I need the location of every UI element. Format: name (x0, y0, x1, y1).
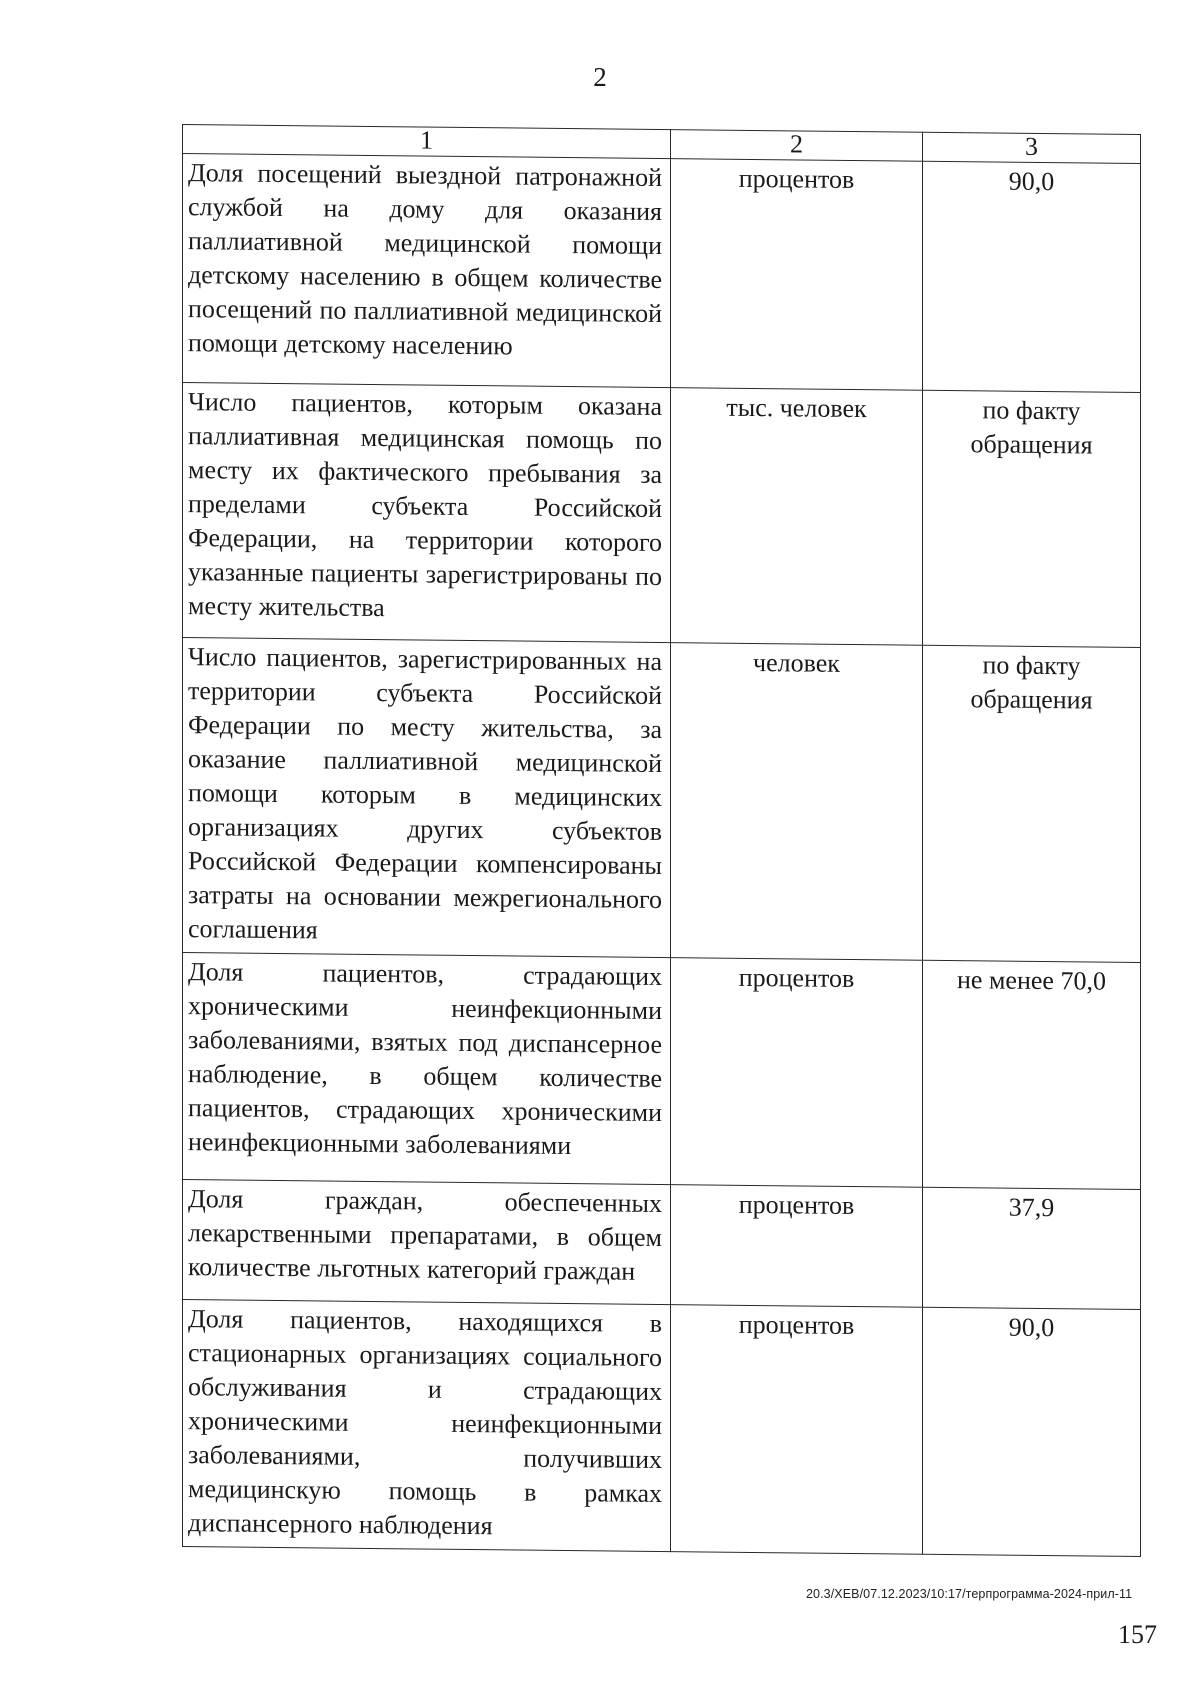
column-header: 2 (671, 130, 923, 162)
indicator-description: Доля граждан, обеспеченных лекарственными препаратами, в общем количестве льготных категорий граждан (183, 1180, 671, 1305)
indicators-table (182, 124, 1141, 1557)
indicator-value: 37,9 (923, 1187, 1141, 1309)
indicator-value: 90,0 (923, 161, 1141, 392)
indicator-value: 90,0 (923, 1307, 1141, 1556)
indicator-unit: процентов (671, 1305, 923, 1555)
indicator-description: Число пациентов, которым оказана паллиативная медицинская помощь по месту их фактического пребывания за пределами субъекта Российской Федерации, на территории которого указанные пациенты зарегистрированы по месту жительства (183, 383, 671, 643)
table-row (183, 1180, 1141, 1310)
indicator-description: Доля посещений выездной патронажной службой на дому для оказания паллиативной медицинской помощи детскому населению в общем количестве посещений по паллиативной медицинской помощи детскому населению (183, 154, 671, 388)
indicator-value: по факту обращения (923, 645, 1141, 962)
indicator-unit: человек (671, 643, 923, 961)
indicator-value: не менее 70,0 (923, 960, 1141, 1189)
indicator-description: Доля пациентов, находящихся в стационарных организациях социального обслуживания и страдающих хроническими неинфекционными заболеваниями, получивших медицинскую помощь в рамках диспансерного наблюдения (183, 1300, 671, 1552)
indicator-description: Число пациентов, зарегистрированных на территории субъекта Российской Федерации по месту жительства, за оказание паллиативной медицинской помощи которым в медицинских организациях других субъектов Российской Федерации компенсированы затраты на основании межрегионального соглашения (183, 638, 671, 958)
table-row (183, 154, 1141, 393)
table-row (183, 953, 1141, 1190)
indicator-value: по факту обращения (923, 390, 1141, 647)
column-header: 1 (183, 125, 671, 159)
indicator-unit: процентов (671, 1185, 923, 1308)
indicator-unit: процентов (671, 958, 923, 1188)
page-number-bottom: 157 (1118, 1620, 1157, 1649)
indicator-unit: тыс. человек (671, 388, 923, 646)
indicator-description: Доля пациентов, страдающих хроническими неинфекционными заболеваниями, взятых под диспансерное наблюдение, в общем количестве пациентов, страдающих хроническими неинфекционными заболеваниями (183, 953, 671, 1185)
indicator-unit: процентов (671, 159, 923, 391)
table-row (183, 1300, 1141, 1557)
document-footer-code: 20.3/ХЕВ/07.12.2023/10:17/терпрограмма-2024-прил-11 (806, 1587, 1133, 1601)
table-row (183, 638, 1141, 963)
page-number-top: 2 (593, 62, 607, 92)
table-row (183, 383, 1141, 648)
column-header: 3 (923, 132, 1141, 163)
